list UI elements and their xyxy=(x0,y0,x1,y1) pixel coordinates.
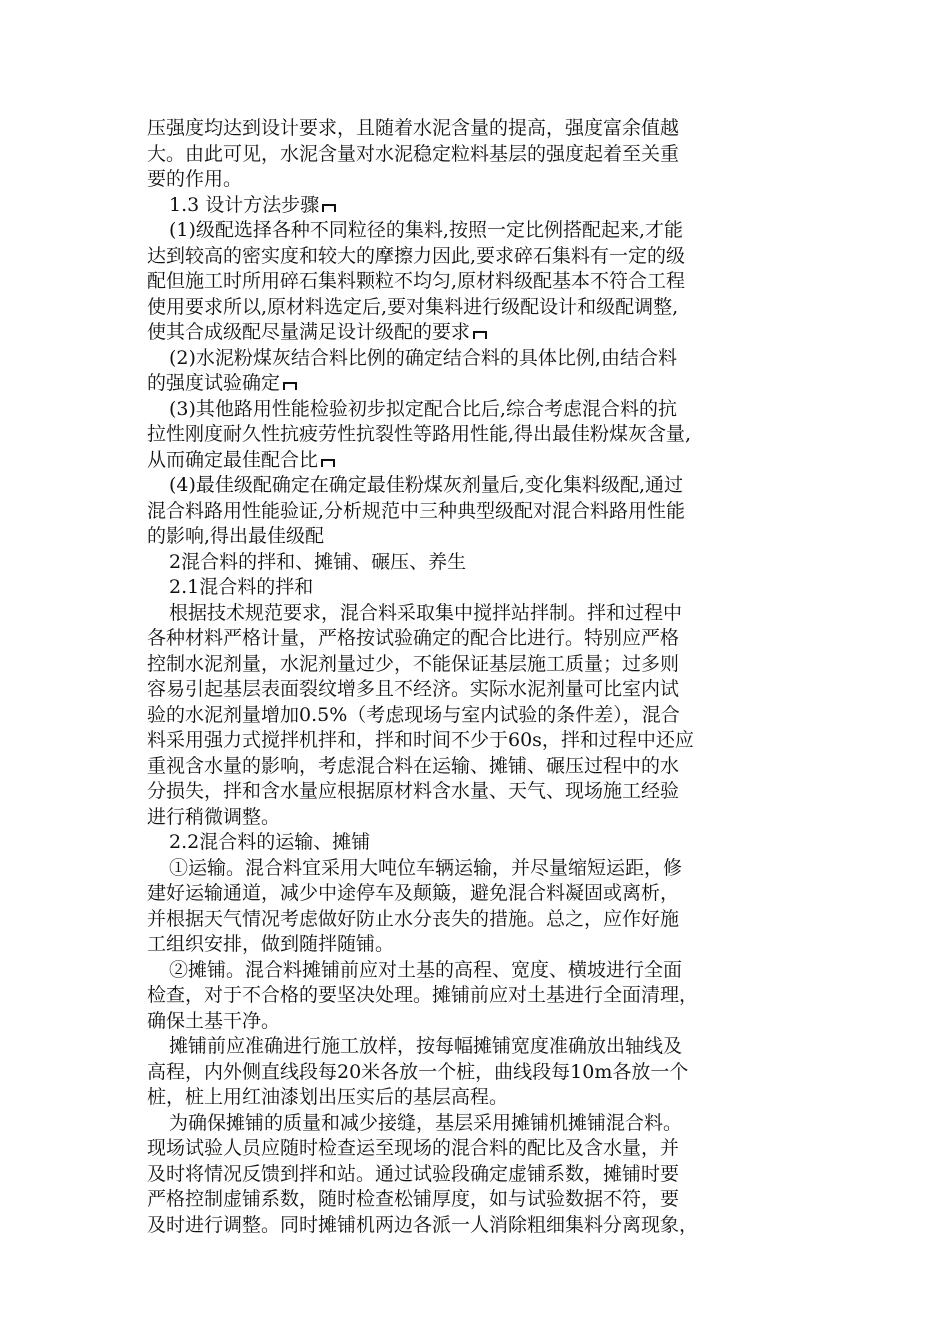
body-text xyxy=(147,116,797,1238)
text-line: 高程，内外侧直线段每20米各放一个桩，曲线段每10m各放一个 xyxy=(147,1060,689,1083)
text-line xyxy=(147,397,797,423)
return-mark-icon xyxy=(321,459,335,467)
text-line-content: (2)水泥粉煤灰结合料比例的确定结合料的具体比例,由结合料 xyxy=(169,346,677,369)
return-mark-icon xyxy=(473,331,487,339)
text-line: 压强度均达到设计要求，且随着水泥含量的提高，强度富余值越 xyxy=(147,117,680,139)
text-line: 现场试验人员应随时检查运至现场的混合料的配比及含水量，并 xyxy=(147,1137,680,1159)
text-line-content: 为确保摊铺的质量和减少接缝，基层采用摊铺机摊铺混合料。 xyxy=(169,1111,683,1134)
section-heading-text: 2混合料的拌和、摊铺、碾压、养生 xyxy=(169,550,467,573)
text-line-content: ①运输。混合料宜采用大吨位车辆运输，并尽量缩短运距，修 xyxy=(169,856,683,879)
text-line xyxy=(147,473,797,499)
text-line: 重视含水量的影响，考虑混合料在运输、摊铺、碾压过程中的水 xyxy=(147,754,680,777)
text-line: 桩，桩上用红油漆划出压实后的基层高程。 xyxy=(147,1086,509,1108)
text-line-content: 的强度试验确定 xyxy=(147,372,281,394)
text-line: 严格控制虚铺系数，随时检查松铺厚度，如与试验数据不符，要 xyxy=(147,1188,680,1210)
text-line: 料采用强力式搅拌机拌和，拌和时间不少于60s，拌和过程中还应 xyxy=(147,729,694,751)
text-line: 混合料路用性能验证,分析规范中三种典型级配对混合料路用性能 xyxy=(147,499,686,522)
text-line: 进行稍微调整。 xyxy=(147,805,281,828)
text-line xyxy=(147,856,797,882)
text-line-content: 根据技术规范要求，混合料采取集中搅拌站拌制。拌和过程中 xyxy=(169,601,683,624)
text-line xyxy=(147,320,797,346)
text-line-content: (1)级配选择各种不同粒径的集料,按照一定比例搭配起来,才能 xyxy=(169,219,683,241)
text-line-content: 使其合成级配尽量满足设计级配的要求 xyxy=(147,321,471,343)
section-heading-text: 1.3 设计方法步骤 xyxy=(169,193,320,216)
text-line-content: ②摊铺。混合料摊铺前应对土基的高程、宽度、横坡进行全面 xyxy=(169,958,683,981)
text-line: 建好运输通道，减少中途停车及颠簸，避免混合料凝固或离析， xyxy=(147,882,680,904)
section-heading-text: 2.1混合料的拌和 xyxy=(169,576,314,598)
text-line: 检查，对于不合格的要坚决处理。摊铺前应对土基进行全面清理， xyxy=(147,984,699,1006)
text-line: 配但施工时所用碎石集料颗粒不均匀,原材料级配基本不符合工程 xyxy=(147,270,686,292)
text-line: 各种材料严格计量，严格按试验确定的配合比进行。特别应严格 xyxy=(147,627,680,649)
text-line: 拉性刚度耐久性抗疲劳性抗裂性等路用性能,得出最佳粉煤灰含量, xyxy=(147,423,692,445)
text-line: 分损失，拌和含水量应根据原材料含水量、天气、现场施工经验 xyxy=(147,780,680,802)
text-line xyxy=(147,1034,797,1060)
text-line-content: 摊铺前应准确进行施工放样，按每幅摊铺宽度准确放出轴线及 xyxy=(169,1035,683,1057)
text-line-content: (3)其他路用性能检验初步拟定配合比后,综合考虑混合料的抗 xyxy=(169,397,677,420)
text-line-content: (4)最佳级配确定在确定最佳粉煤灰剂量后,变化集料级配,通过 xyxy=(169,474,683,496)
text-line xyxy=(147,1111,797,1137)
text-line: 使用要求所以,原材料选定后,要对集料进行级配设计和级配调整, xyxy=(147,295,679,318)
text-line xyxy=(147,371,797,397)
text-line xyxy=(147,601,797,627)
text-line: 验的水泥剂量增加0.5%（考虑现场与室内试验的条件差），混合 xyxy=(147,703,680,726)
text-line xyxy=(147,448,797,474)
text-line xyxy=(147,346,797,372)
text-line: 及时进行调整。同时摊铺机两边各派一人消除粗细集料分离现象， xyxy=(147,1213,699,1236)
section-heading xyxy=(147,575,797,601)
section-heading xyxy=(147,193,797,219)
section-heading-text: 2.2混合料的运输、摊铺 xyxy=(169,831,371,853)
text-line: 要的作用。 xyxy=(147,168,243,190)
return-mark-icon xyxy=(322,204,336,212)
text-line: 确保土基干净。 xyxy=(147,1009,281,1032)
section-heading xyxy=(147,550,797,576)
text-line: 大。由此可见，水泥含量对水泥稳定粒料基层的强度起着至关重 xyxy=(147,142,680,165)
text-line: 控制水泥剂量，水泥剂量过少，不能保证基层施工质量；过多则 xyxy=(147,652,680,675)
section-heading xyxy=(147,830,797,856)
text-line: 达到较高的密实度和较大的摩擦力因此,要求碎石集料有一定的级 xyxy=(147,244,686,267)
text-line xyxy=(147,958,797,984)
text-line xyxy=(147,218,797,244)
text-line-content: 从而确定最佳配合比 xyxy=(147,448,319,471)
text-line: 及时将情况反馈到拌和站。通过试验段确定虚铺系数，摊铺时要 xyxy=(147,1162,680,1185)
text-line: 并根据天气情况考虑做好防止水分丧失的措施。总之，应作好施 xyxy=(147,907,680,930)
text-line: 的影响,得出最佳级配 xyxy=(147,525,325,547)
text-line: 容易引起基层表面裂纹增多且不经济。实际水泥剂量可比室内试 xyxy=(147,678,680,700)
return-mark-icon xyxy=(283,382,297,390)
text-line: 工组织安排，做到随拌随铺。 xyxy=(147,933,395,955)
